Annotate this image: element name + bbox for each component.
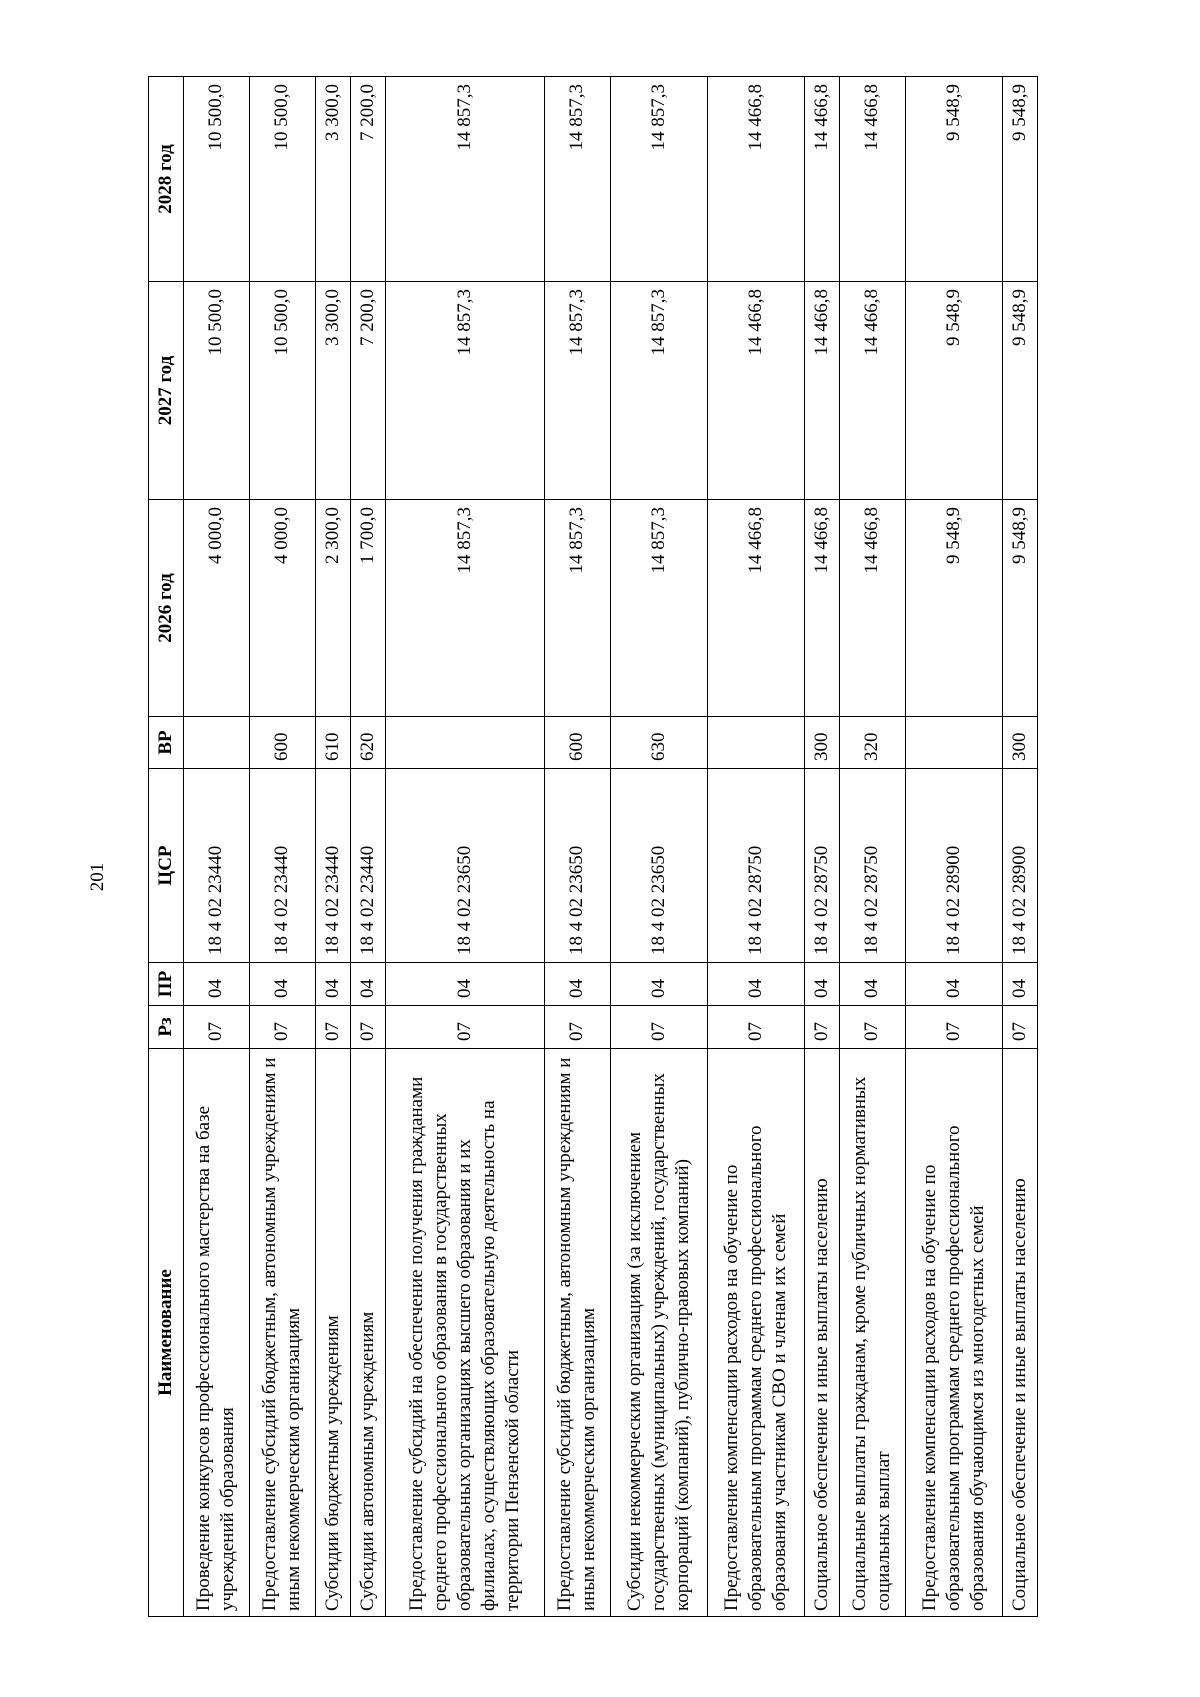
cell-pr: 04 <box>544 963 610 1006</box>
cell-name: Социальное обеспечение и иные выплаты населению <box>1003 1049 1038 1617</box>
header-csr: ЦСР <box>149 769 184 963</box>
cell-2028: 14 857,3 <box>385 77 544 282</box>
table-row <box>385 77 544 1617</box>
table-row <box>249 77 315 1617</box>
cell-name: Субсидии некоммерческим организациям (за исключением государственных (муниципальных) учреждений, государственных корпораций (компаний), публично-правовых компаний) <box>610 1049 707 1617</box>
cell-csr: 18 4 02 28900 <box>905 769 1002 963</box>
header-rz: Рз <box>149 1006 184 1049</box>
cell-2027: 14 857,3 <box>610 282 707 500</box>
table-row <box>905 77 1002 1617</box>
cell-name: Субсидии автономным учреждениям <box>350 1049 385 1617</box>
cell-rz: 07 <box>610 1006 707 1049</box>
cell-csr: 18 4 02 28750 <box>708 769 805 963</box>
cell-name: Предоставление субсидий бюджетным, автономным учреждениям и иным некоммерческим организациям <box>249 1049 315 1617</box>
cell-pr: 04 <box>805 963 840 1006</box>
header-2028: 2028 год <box>149 77 184 282</box>
cell-csr: 18 4 02 23650 <box>544 769 610 963</box>
table-row <box>315 77 350 1617</box>
cell-2028: 14 857,3 <box>544 77 610 282</box>
cell-2026: 4 000,0 <box>249 500 315 717</box>
cell-name: Предоставление субсидий на обеспечение получения гражданами среднего профессионального образования в государственных образовательных организациях высшего образования и их филиалах, осуществляющих образовательную деятельность на территории Пензенской области <box>385 1049 544 1617</box>
cell-name: Социальное обеспечение и иные выплаты населению <box>805 1049 840 1617</box>
cell-vr: 600 <box>249 717 315 769</box>
cell-name: Социальные выплаты гражданам, кроме публичных нормативных социальных выплат <box>839 1049 905 1617</box>
cell-name: Предоставление компенсации расходов на обучение по образовательным программам среднего профессионального образования обучающимся из многодетных семей <box>905 1049 1002 1617</box>
cell-csr: 18 4 02 28750 <box>839 769 905 963</box>
header-2026: 2026 год <box>149 500 184 717</box>
cell-vr <box>385 717 544 769</box>
cell-2027: 10 500,0 <box>184 282 250 500</box>
table-row <box>1003 77 1038 1617</box>
cell-vr: 610 <box>315 717 350 769</box>
cell-pr: 04 <box>839 963 905 1006</box>
cell-rz: 07 <box>708 1006 805 1049</box>
table-row <box>610 77 707 1617</box>
table-row <box>708 77 805 1617</box>
table-row <box>839 77 905 1617</box>
cell-2026: 2 300,0 <box>315 500 350 717</box>
cell-2027: 9 548,9 <box>905 282 1002 500</box>
cell-2027: 14 466,8 <box>839 282 905 500</box>
cell-2028: 14 466,8 <box>805 77 840 282</box>
cell-2027: 9 548,9 <box>1003 282 1038 500</box>
rotated-table-container <box>148 77 1038 1617</box>
cell-pr: 04 <box>708 963 805 1006</box>
cell-2027: 14 857,3 <box>385 282 544 500</box>
table-row <box>544 77 610 1617</box>
cell-rz: 07 <box>184 1006 250 1049</box>
page-number: 201 <box>87 862 108 892</box>
cell-2026: 1 700,0 <box>350 500 385 717</box>
cell-name: Субсидии бюджетным учреждениям <box>315 1049 350 1617</box>
cell-name: Предоставление субсидий бюджетным, автономным учреждениям и иным некоммерческим организациям <box>544 1049 610 1617</box>
cell-2026: 14 466,8 <box>805 500 840 717</box>
cell-2028: 10 500,0 <box>249 77 315 282</box>
cell-rz: 07 <box>805 1006 840 1049</box>
cell-csr: 18 4 02 23440 <box>249 769 315 963</box>
cell-2028: 3 300,0 <box>315 77 350 282</box>
cell-2026: 14 857,3 <box>544 500 610 717</box>
cell-2026: 9 548,9 <box>1003 500 1038 717</box>
cell-2026: 14 466,8 <box>708 500 805 717</box>
cell-vr: 630 <box>610 717 707 769</box>
cell-2028: 9 548,9 <box>1003 77 1038 282</box>
cell-pr: 04 <box>315 963 350 1006</box>
table-row <box>350 77 385 1617</box>
cell-rz: 07 <box>315 1006 350 1049</box>
cell-rz: 07 <box>544 1006 610 1049</box>
cell-vr <box>184 717 250 769</box>
header-name: Наименование <box>149 1049 184 1617</box>
cell-2026: 4 000,0 <box>184 500 250 717</box>
table-body <box>184 77 1038 1617</box>
cell-vr: 300 <box>805 717 840 769</box>
cell-vr <box>905 717 1002 769</box>
cell-2027: 14 466,8 <box>805 282 840 500</box>
cell-csr: 18 4 02 23650 <box>610 769 707 963</box>
header-vr: ВР <box>149 717 184 769</box>
cell-vr: 320 <box>839 717 905 769</box>
cell-csr: 18 4 02 23650 <box>385 769 544 963</box>
cell-csr: 18 4 02 23440 <box>350 769 385 963</box>
cell-vr: 600 <box>544 717 610 769</box>
cell-2027: 14 857,3 <box>544 282 610 500</box>
header-2027: 2027 год <box>149 282 184 500</box>
cell-rz: 07 <box>385 1006 544 1049</box>
cell-rz: 07 <box>249 1006 315 1049</box>
cell-2028: 14 466,8 <box>839 77 905 282</box>
cell-2028: 7 200,0 <box>350 77 385 282</box>
cell-2026: 14 857,3 <box>610 500 707 717</box>
cell-pr: 04 <box>249 963 315 1006</box>
cell-pr: 04 <box>610 963 707 1006</box>
table-row <box>184 77 250 1617</box>
table-row <box>805 77 840 1617</box>
cell-vr: 300 <box>1003 717 1038 769</box>
cell-vr <box>708 717 805 769</box>
cell-rz: 07 <box>839 1006 905 1049</box>
cell-name: Проведение конкурсов профессионального мастерства на базе учреждений образования <box>184 1049 250 1617</box>
cell-2028: 14 857,3 <box>610 77 707 282</box>
cell-rz: 07 <box>1003 1006 1038 1049</box>
cell-2028: 14 466,8 <box>708 77 805 282</box>
cell-vr: 620 <box>350 717 385 769</box>
cell-2026: 9 548,9 <box>905 500 1002 717</box>
cell-2027: 7 200,0 <box>350 282 385 500</box>
cell-rz: 07 <box>350 1006 385 1049</box>
cell-pr: 04 <box>184 963 250 1006</box>
cell-csr: 18 4 02 23440 <box>315 769 350 963</box>
table-header-row <box>149 77 184 1617</box>
cell-csr: 18 4 02 23440 <box>184 769 250 963</box>
cell-2026: 14 466,8 <box>839 500 905 717</box>
budget-table <box>148 76 1038 1617</box>
cell-pr: 04 <box>1003 963 1038 1006</box>
cell-2028: 9 548,9 <box>905 77 1002 282</box>
cell-csr: 18 4 02 28900 <box>1003 769 1038 963</box>
cell-pr: 04 <box>905 963 1002 1006</box>
header-pr: ПР <box>149 963 184 1006</box>
cell-2027: 3 300,0 <box>315 282 350 500</box>
cell-2026: 14 857,3 <box>385 500 544 717</box>
cell-rz: 07 <box>905 1006 1002 1049</box>
cell-2027: 10 500,0 <box>249 282 315 500</box>
cell-csr: 18 4 02 28750 <box>805 769 840 963</box>
cell-pr: 04 <box>350 963 385 1006</box>
cell-2027: 14 466,8 <box>708 282 805 500</box>
cell-pr: 04 <box>385 963 544 1006</box>
cell-name: Предоставление компенсации расходов на обучение по образовательным программам среднего профессионального образования участникам СВО и членам их семей <box>708 1049 805 1617</box>
cell-2028: 10 500,0 <box>184 77 250 282</box>
